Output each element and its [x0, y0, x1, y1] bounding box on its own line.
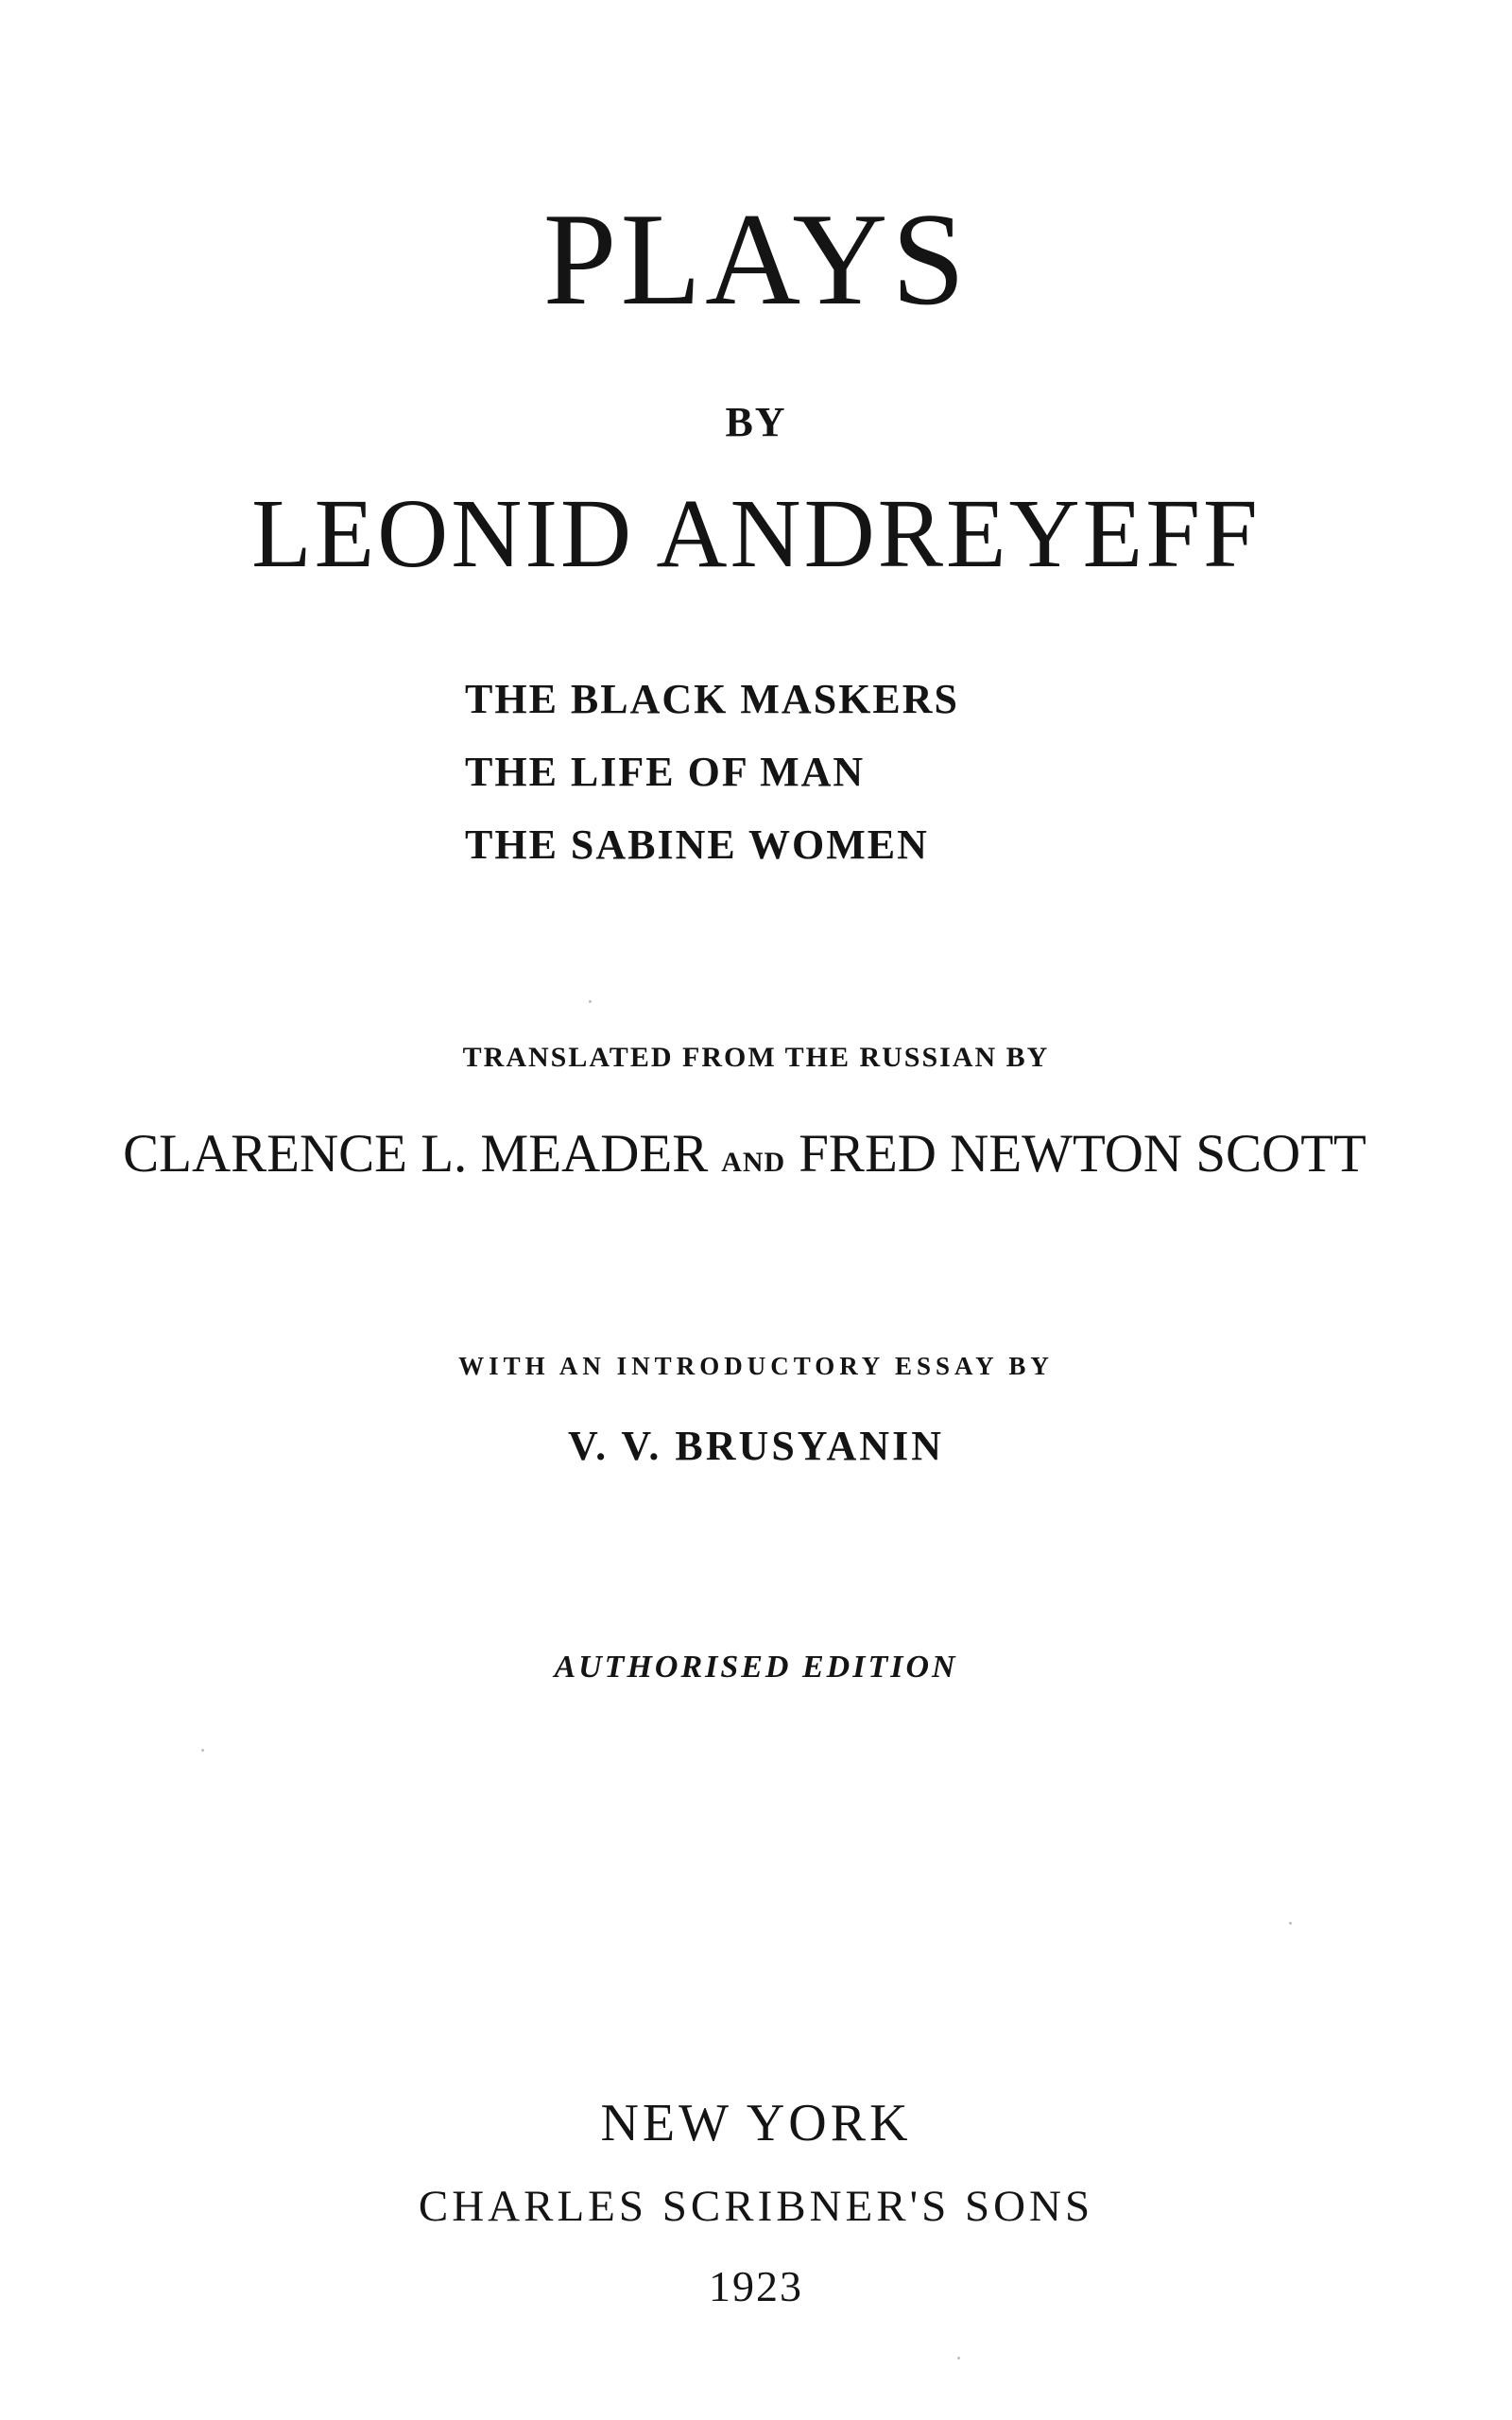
play-title: THE BLACK MASKERS	[465, 676, 959, 722]
plays-list	[465, 676, 1126, 897]
imprint-publisher: CHARLES SCRIBNER'S SONS	[418, 2182, 1094, 2231]
translators-conjunction: AND	[721, 1147, 786, 1178]
paper-speck	[589, 1000, 592, 1003]
imprint-year: 1923	[709, 2262, 803, 2310]
paper-speck	[1289, 1922, 1292, 1925]
play-title: THE LIFE OF MAN	[465, 749, 866, 795]
play-title: THE SABINE WOMEN	[465, 821, 929, 868]
edition-note: AUTHORISED EDITION	[554, 1650, 958, 1685]
by-line: BY	[725, 399, 787, 445]
translators-line	[0, 1124, 1501, 1184]
paper-speck	[957, 2357, 960, 2360]
paper-speck	[201, 1749, 204, 1752]
translator-name: CLARENCE L. MEADER	[123, 1124, 709, 1184]
author-name: LEONID ANDREYEFF	[251, 479, 1261, 588]
imprint-city: NEW YORK	[600, 2094, 912, 2152]
essayist-name: V. V. BRUSYANIN	[568, 1423, 944, 1469]
translated-by-line: TRANSLATED FROM THE RUSSIAN BY	[462, 1042, 1050, 1073]
translator-name: FRED NEWTON SCOTT	[799, 1124, 1366, 1184]
essay-by-line: WITH AN INTRODUCTORY ESSAY BY	[458, 1352, 1054, 1380]
book-title: PLAYS	[542, 186, 970, 333]
